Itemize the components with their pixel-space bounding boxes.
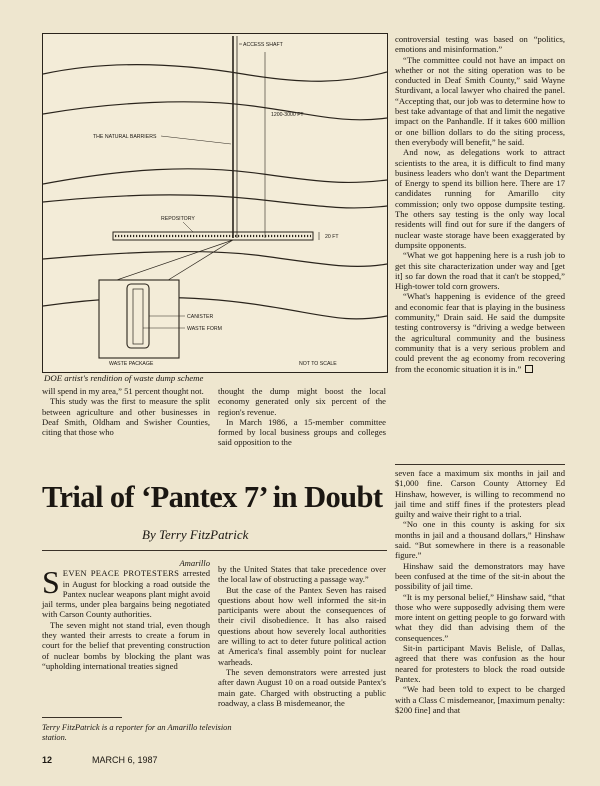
drop-cap: S [42, 564, 60, 601]
figure-caption: DOE artist's rendition of waste dump scheme [44, 373, 204, 383]
paragraph: “The committee could not have an impact on whether or not the siting operation was to be conducted in Deaf Smith County,” said Wayne Sturdivant, a local lawyer who chaired the panel. “Accepting that, our job was to determine how to best take advantage of that and limit the negative impact on the Panhandle. If it takes 600 million or one billion dollars to do the siting process, then everybody will benefit,” he said. [395, 54, 565, 147]
lead-text: arrested in August for blocking a road outside the Pantex nuclear weapons plant might avoid jail terms, under plea bargains being negotiated with Carson County authorities. [42, 568, 210, 620]
paragraph: The seven demonstrators were arrested just after dawn August 10 on a road outside Pantex's main gate. Charged with obstructing a public roadway, a class B misdemeanor, the [218, 666, 386, 708]
paragraph: thought the dump might boost the local economy generated only six percent of the region's revenue. [218, 386, 386, 417]
waste-dump-diagram [42, 33, 388, 373]
lead-caps: EVEN PEACE PROTESTERS [62, 568, 180, 579]
paragraph: will spend in my area,” 51 percent thought not. [42, 386, 204, 396]
paragraph: In March 1986, a 15-member committee formed by local business groups and colleges said opposition to the [218, 416, 386, 448]
paragraph: “We had been told to expect to be charged with a Class C misdemeanor, [maximum penalty: $200 fine] and that [395, 684, 565, 715]
label-access-shaft: ACCESS SHAFT [243, 42, 283, 48]
label-depth: 1200-3000 FT [271, 112, 304, 118]
label-waste-package: WASTE PACKAGE [109, 361, 154, 367]
author-note: Terry FitzPatrick is a reporter for an Amarillo television station. [42, 723, 232, 742]
paragraph: “No one in this county is asking for six months in jail and a thousand dollars,” Hinshaw said. “But somewhere in there is a reasonable figure.” [395, 519, 565, 561]
paragraph: Hinshaw said the demonstrators may have been confused at the time of the sit-in about the possibility of jail time. [395, 560, 565, 592]
headline-rule [42, 550, 387, 551]
article-separator [395, 464, 565, 465]
paragraph: “What we got happening here is a rush job to get this site characterization under way and [get it] so far down the road that it can't be stopped,” High-tower told corn growers. [395, 250, 565, 292]
article-column-3 [395, 468, 565, 715]
end-mark [525, 365, 533, 373]
paragraph: This study was the first to measure the split between agriculture and other businesses in Deaf Smith, Oldham and Swisher Counties, citing that those who [42, 396, 210, 438]
paragraph: controversial testing was based on “politics, emotions and misinformation.” [395, 34, 565, 55]
label-20-ft: 20 FT [325, 234, 339, 240]
issue-date: MARCH 6, 1987 [92, 755, 158, 765]
label-repository: REPOSITORY [161, 216, 195, 222]
diagram-svg [43, 34, 387, 372]
paragraph: The seven might not stand trial, even though they wanted their arrests to create a forum in court for the belief that preventing construction of nuclear bombs by blocking the plant was “upholding international treaties signed [42, 619, 210, 671]
paragraph: “What's happening is evidence of the greed and economic fear that is playing in the business community,” Drain said. He said the dumpsite testing controversy is “driving a wedge between the agricultural community and the business community that is a very serious problem and could prevent the ag economy from recovering from the economic situation it is in.” [395, 291, 565, 374]
right-column-top [395, 34, 565, 374]
paragraph: Sit-in participant Mavis Belisle, of Dallas, agreed that there was confusion as the hour neared for protesters to block the road outside Pantex. [395, 643, 565, 684]
paragraph: by the United States that take precedence over the local law of obstructing a passage way.” [218, 564, 386, 585]
byline: By Terry FitzPatrick [142, 527, 249, 542]
article-column-2 [218, 564, 386, 708]
continued-column-2 [218, 386, 386, 448]
lead-paragraph [42, 564, 210, 620]
label-natural-barriers: THE NATURAL BARRIERS [93, 134, 157, 140]
paragraph: seven face a maximum six months in jail and $1,000 fine. Carson County Attorney Ed Hinshaw, however, is willing to recommend no jail time and stiff fines if the protesters plead guilty and waive their right to a trial. [395, 468, 565, 520]
note-rule [42, 717, 122, 718]
paragraph: “It is my personal belief,” Hinshaw said, “that those who were supposedly advising them were more intent on getting people to go forward with what they did than advising them of the consequences.” [395, 591, 565, 643]
paragraph: But the case of the Pantex Seven has raised questions about how well informed the sit-in participants were about the consequences of their civil disobedience. It has also raised questions about how severely local authorities are willing to act to deter future political action at America's final assembly point for nuclear warheads. [218, 584, 386, 667]
label-waste-form: WASTE FORM [187, 326, 222, 332]
page-number: 12 [42, 755, 53, 765]
continued-column-1 [42, 386, 210, 437]
article-column-1 [42, 558, 210, 671]
label-not-to-scale: NOT TO SCALE [299, 361, 337, 367]
label-canister: CANISTER [187, 314, 214, 320]
headline: Trial of ‘Pantex 7’ in Doubt [42, 480, 383, 514]
dateline: Amarillo [179, 558, 210, 568]
paragraph: And now, as delegations work to attract scientists to the area, it is difficult to find many business leaders who don't want the Department of Energy to spend its billion here. There are 17 candidates running for Amarillo city commission; only two oppose dumpsite testing. The others say testing is the only way local residents will find out for sure if the dangers of nuclear waste storage have been exaggerated by dumpsite opponents. [395, 147, 565, 250]
